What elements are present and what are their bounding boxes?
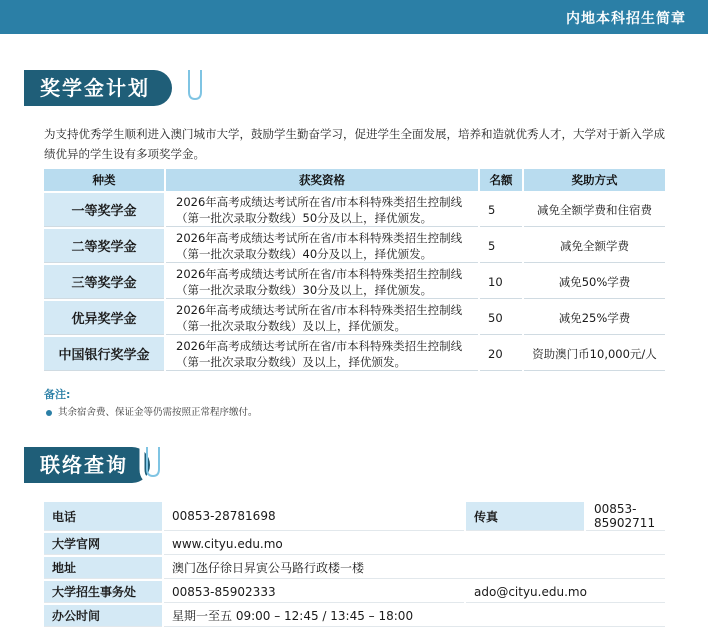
table-row <box>44 229 665 263</box>
scholarship-type: 中国银行奖学金 <box>44 337 164 371</box>
scholarship-type: 一等奖学金 <box>44 193 164 227</box>
scholarship-award: 减免全额学费 <box>524 229 665 263</box>
eligibility-line: （第一批次录取分数线）40分及以上，择优颁发。 <box>176 246 433 261</box>
note-title: 备注: <box>44 388 71 401</box>
scholarship-eligibility <box>166 193 478 227</box>
scholarship-eligibility <box>166 265 478 299</box>
phone-label: 电话 <box>44 502 162 531</box>
scholarship-award: 资助澳门币10,000元/人 <box>524 337 665 371</box>
scholarship-eligibility <box>166 301 478 335</box>
eligibility-line: （第一批次录取分数线）及以上，择优颁发。 <box>176 318 406 333</box>
eligibility-line: 2026年高考成绩达考试所在省/市本科特殊类招生控制线 <box>176 266 463 281</box>
table-row <box>44 193 665 227</box>
eligibility-line: 2026年高考成绩达考试所在省/市本科特殊类招生控制线 <box>176 338 463 353</box>
col-header-award: 奖助方式 <box>524 169 665 191</box>
table-row <box>44 265 665 299</box>
address-value: 澳门氹仔徐日昇寅公马路行政楼一楼 <box>164 557 665 579</box>
fax-label: 传真 <box>466 502 584 531</box>
eligibility-line: （第一批次录取分数线）及以上，择优颁发。 <box>176 354 406 369</box>
scholarship-intro: 为支持优秀学生顺利进入澳门城市大学，鼓励学生勤奋学习，促进学生全面发展，培养和造就优秀人才，大学对于新入学成绩优异的学生设有多项奖学金。 <box>44 127 665 161</box>
eligibility-line: 2026年高考成绩达考试所在省/市本科特殊类招生控制线 <box>176 194 463 209</box>
website-label: 大学官网 <box>44 533 162 555</box>
table-header-row <box>44 169 665 191</box>
office-email-link[interactable]: ado@cityu.edu.mo <box>466 581 665 603</box>
contact-table <box>42 500 667 629</box>
scholarship-quota: 5 <box>480 193 522 227</box>
hours-label: 办公时间 <box>44 605 162 627</box>
hours-value: 星期一至五 09:00 – 12:45 / 13:45 – 18:00 <box>164 605 665 627</box>
contact-row <box>44 502 665 531</box>
u-logo-icon <box>134 443 172 487</box>
u-logo-icon <box>176 66 214 110</box>
fax-value: 00853-85902711 <box>586 502 665 531</box>
col-header-eligibility: 获奖资格 <box>166 169 478 191</box>
top-banner <box>0 0 708 34</box>
note-item <box>46 404 258 418</box>
table-row <box>44 337 665 371</box>
scholarship-type: 三等奖学金 <box>44 265 164 299</box>
bullet-icon <box>46 410 52 416</box>
scholarship-award: 减免全额学费和住宿费 <box>524 193 665 227</box>
table-row <box>44 301 665 335</box>
address-label: 地址 <box>44 557 162 579</box>
contact-row <box>44 557 665 579</box>
eligibility-line: 2026年高考成绩达考试所在省/市本科特殊类招生控制线 <box>176 302 463 317</box>
col-header-quota: 名额 <box>480 169 522 191</box>
office-label: 大学招生事务处 <box>44 581 162 603</box>
scholarship-quota: 50 <box>480 301 522 335</box>
website-link[interactable]: www.cityu.edu.mo <box>164 533 665 555</box>
contact-row <box>44 581 665 603</box>
scholarship-quota: 20 <box>480 337 522 371</box>
eligibility-line: 2026年高考成绩达考试所在省/市本科特殊类招生控制线 <box>176 230 463 245</box>
scholarship-heading <box>24 70 224 108</box>
scholarship-type: 优异奖学金 <box>44 301 164 335</box>
scholarship-quota: 10 <box>480 265 522 299</box>
contact-heading <box>24 447 204 485</box>
contact-row <box>44 605 665 627</box>
note-text: 其余宿舍费、保证金等仍需按照正常程序缴付。 <box>58 407 258 418</box>
brochure-title: 内地本科招生简章 <box>566 11 686 27</box>
scholarship-eligibility <box>166 337 478 371</box>
col-header-type: 种类 <box>44 169 164 191</box>
scholarship-quota: 5 <box>480 229 522 263</box>
scholarship-type: 二等奖学金 <box>44 229 164 263</box>
scholarship-award: 减免50%学费 <box>524 265 665 299</box>
scholarship-heading-label: 奖学金计划 <box>24 70 172 106</box>
scholarship-award: 减免25%学费 <box>524 301 665 335</box>
contact-row <box>44 533 665 555</box>
eligibility-line: （第一批次录取分数线）30分及以上，择优颁发。 <box>176 282 433 297</box>
phone-value: 00853-28781698 <box>164 502 464 531</box>
office-phone: 00853-85902333 <box>164 581 464 603</box>
eligibility-line: （第一批次录取分数线）50分及以上，择优颁发。 <box>176 210 433 225</box>
contact-heading-label: 联络查询 <box>24 447 150 483</box>
scholarship-eligibility <box>166 229 478 263</box>
scholarship-table <box>42 167 667 373</box>
